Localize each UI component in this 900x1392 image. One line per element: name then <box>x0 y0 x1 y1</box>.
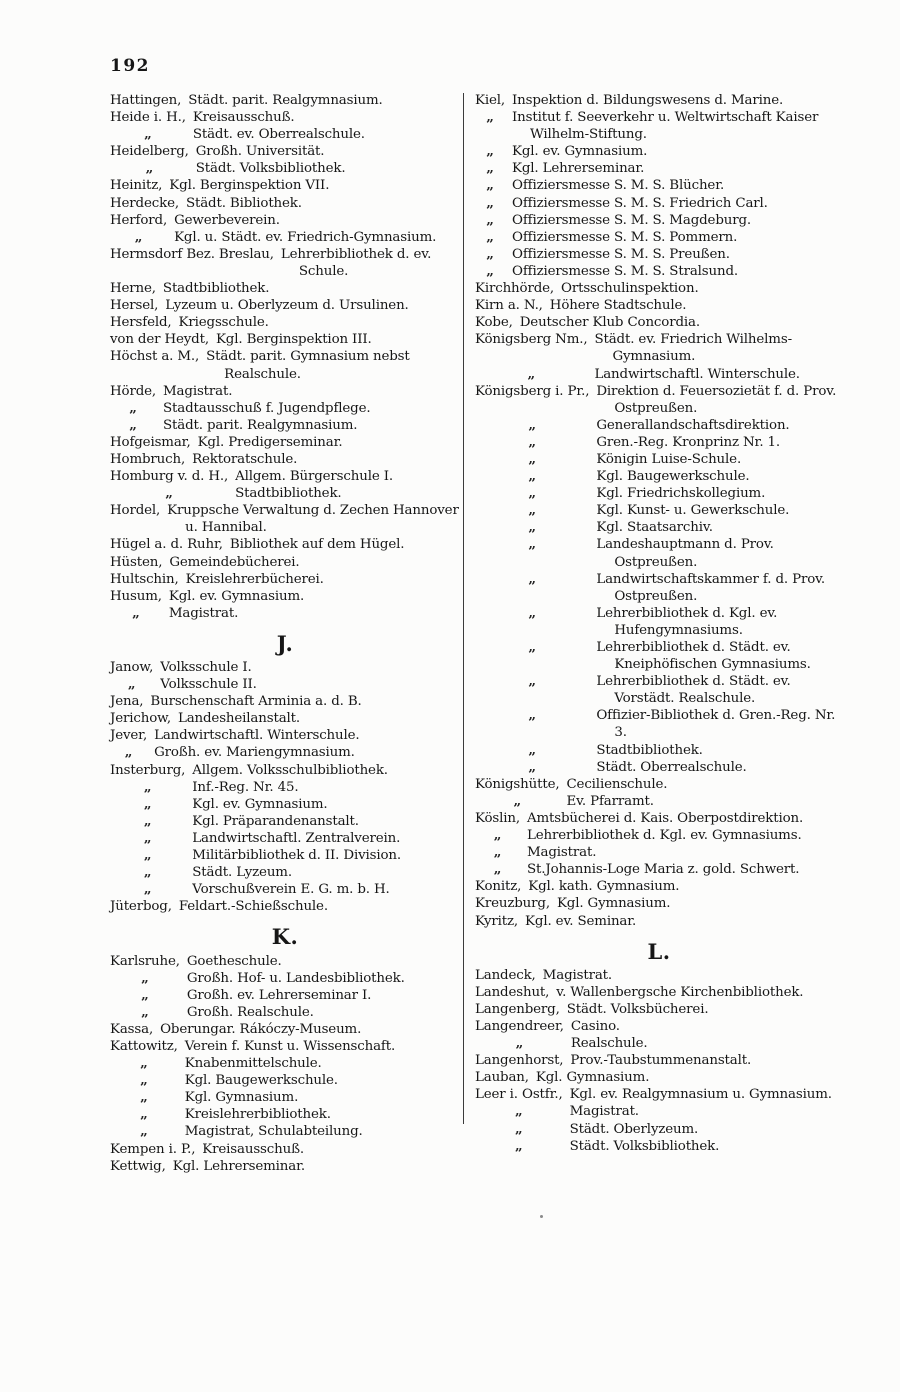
city-name: Hattingen, <box>110 93 182 108</box>
institution-entry: Kgl. Gymnasium. <box>556 896 671 912</box>
directory-group <box>110 246 460 280</box>
ditto-mark: „ <box>143 812 152 829</box>
ditto-mark: „ <box>486 262 494 279</box>
directory-group <box>475 1018 843 1052</box>
city-name: Königshütte, <box>475 776 560 792</box>
institution-entry: Casino. <box>570 1018 620 1034</box>
institution-entry: Kgl. kath. Gymnasium. <box>528 879 680 895</box>
directory-group <box>475 895 843 912</box>
city-name: Kyritz, <box>475 913 519 929</box>
ditto-mark: „ <box>515 1137 523 1154</box>
directory-group <box>110 571 460 588</box>
ditto-mark: „ <box>486 228 494 245</box>
institution-entry: Offiziersmesse S. M. S. Preußen. <box>512 246 730 262</box>
institution-entry: Kgl. ev. Gymnasium. <box>192 796 328 812</box>
city-name: Insterburg, <box>110 762 186 778</box>
city-name: Kiel, <box>475 93 506 108</box>
institution-entry: Prov.-Taubstummenanstalt. <box>570 1053 752 1069</box>
ditto-mark: „ <box>127 676 136 693</box>
city-name: Herdecke, <box>110 195 179 211</box>
institution-entry: Stadtbibliothek. <box>162 281 270 297</box>
city-name: Hultschin, <box>110 571 179 587</box>
directory-group <box>110 314 460 331</box>
city-name: Kobe, <box>475 315 513 331</box>
directory-group <box>110 536 460 553</box>
city-name: Jena, <box>110 694 144 710</box>
institution-entry: Kgl. Baugewerkschule. <box>184 1073 338 1089</box>
institution-entry: Großh. Hof- u. Landesbibliothek. <box>186 970 405 986</box>
directory-group <box>110 1021 460 1038</box>
institution-entry: Lehrerbibliothek d. Kgl. ev. Hufengymnasiums. <box>596 605 778 638</box>
directory-group <box>110 195 460 212</box>
ditto-mark: „ <box>486 160 494 177</box>
ditto-mark: „ <box>493 861 502 878</box>
institution-entry: Offiziersmesse S. M. S. Friedrich Carl. <box>512 195 768 211</box>
directory-group <box>110 434 460 451</box>
city-name: Kirchhörde, <box>475 281 555 297</box>
ditto-mark: „ <box>141 986 149 1003</box>
institution-entry: Großh. Universität. <box>195 144 325 160</box>
institution-entry: Kgl. Predigerseminar. <box>197 434 343 450</box>
institution-entry: Höhere Stadtschule. <box>549 298 687 314</box>
ditto-mark: „ <box>528 707 536 724</box>
ditto-mark: „ <box>129 399 137 416</box>
institution-entry: Kgl. u. Städt. ev. Friedrich-Gymnasium. <box>174 229 437 245</box>
institution-entry: Inspektion d. Bildungswesens d. Marine. <box>512 93 784 108</box>
institution-entry: Landeshauptmann d. Prov. Ostpreußen. <box>596 537 774 570</box>
city-name: Hordel, <box>110 503 161 519</box>
directory-group <box>110 212 460 246</box>
institution-entry: Lehrerbibliothek d. ev. Schule. <box>280 246 432 279</box>
institution-entry: Allgem. Bürgerschule I. <box>235 469 393 485</box>
city-name: Hüsten, <box>110 554 163 570</box>
institution-entry: Magistrat. <box>163 383 233 399</box>
institution-entry: Kgl. Staatsarchiv. <box>596 520 713 536</box>
institution-entry: St.Johannis-Loge Maria z. gold. Schwert. <box>526 862 800 878</box>
city-name: Landeck, <box>475 967 536 983</box>
city-name: Leer i. Ostfr., <box>475 1087 563 1103</box>
city-name: Hörde, <box>110 383 156 399</box>
city-name: Heidelberg, <box>110 144 189 160</box>
ditto-mark: „ <box>140 1072 148 1089</box>
institution-entry: Kgl. ev. Gymnasium. <box>512 144 648 160</box>
institution-entry: Kgl. Gymnasium. <box>184 1090 299 1106</box>
ditto-mark: „ <box>140 1055 148 1072</box>
ditto-mark: „ <box>528 519 536 536</box>
directory-group <box>475 280 843 297</box>
institution-entry: Städt. ev. Oberrealschule. <box>192 127 365 143</box>
ditto-mark: „ <box>528 536 536 553</box>
directory-group <box>110 727 460 761</box>
directory-group <box>110 1038 460 1141</box>
city-name: Kettwig, <box>110 1158 166 1174</box>
institution-entry: Kgl. Baugewerkschule. <box>596 469 750 485</box>
institution-entry: Magistrat. <box>526 845 597 861</box>
ditto-mark: „ <box>493 827 502 844</box>
ditto-mark: „ <box>141 1003 149 1020</box>
institution-entry: Volksschule I. <box>160 660 252 675</box>
institution-entry: Oberungar. Rákóczy-Museum. <box>160 1021 362 1037</box>
directory-group <box>110 693 460 710</box>
institution-entry: Magistrat. <box>569 1104 639 1120</box>
directory-group <box>110 762 460 899</box>
directory-group <box>475 92 843 280</box>
directory-group <box>475 984 843 1001</box>
ditto-mark: „ <box>140 1089 148 1106</box>
city-name: Heinitz, <box>110 178 163 194</box>
directory-group <box>475 878 843 895</box>
directory-group <box>110 331 460 348</box>
city-name: Jüterbog, <box>110 899 172 915</box>
institution-entry: Stadtbibliothek. <box>596 742 703 758</box>
city-name: Langenberg, <box>475 1001 560 1017</box>
directory-group <box>110 588 460 622</box>
institution-entry: Lehrerbibliothek d. Städt. ev. Vorstädt. Realschule. <box>596 674 791 707</box>
institution-entry: Großh. Realschule. <box>186 1004 314 1020</box>
institution-entry: Volksschule II. <box>160 677 257 693</box>
institution-entry: Knabenmittelschule. <box>184 1056 322 1072</box>
institution-entry: Kgl. Lehrerseminar. <box>172 1158 305 1174</box>
directory-group <box>475 967 843 984</box>
institution-entry: Lehrerbibliothek d. Kgl. ev. Gymnasiums. <box>526 828 802 844</box>
directory-group <box>110 280 460 297</box>
institution-entry: Kgl. Berginspektion VII. <box>169 178 330 194</box>
city-name: Kassa, <box>110 1021 154 1037</box>
institution-entry: Kgl. ev. Realgymnasium u. Gymnasium. <box>569 1087 832 1103</box>
directory-group <box>110 297 460 314</box>
institution-entry: Feldart.-Schießschule. <box>178 899 328 915</box>
city-name: Herne, <box>110 281 156 297</box>
institution-entry: Rektoratschule. <box>192 451 298 467</box>
ditto-mark: „ <box>528 433 536 450</box>
directory-group <box>110 659 460 693</box>
institution-entry: Städt. ev. Friedrich Wilhelms-Gymnasium. <box>594 332 792 365</box>
institution-entry: Direktion d. Feuersozietät f. d. Prov. Ostpreußen. <box>596 383 837 416</box>
institution-entry: Magistrat. <box>168 605 239 621</box>
institution-entry: Königin Luise-Schule. <box>596 451 742 467</box>
ditto-mark: „ <box>134 228 143 245</box>
city-name: Hügel a. d. Ruhr, <box>110 537 223 553</box>
ditto-mark: „ <box>132 604 140 621</box>
institution-entry: Gewerbeverein. <box>174 212 280 228</box>
institution-entry: Allgem. Volksschulbibliothek. <box>192 762 388 778</box>
institution-entry: Landwirtschaftl. Winterschule. <box>154 728 360 744</box>
ditto-mark: „ <box>165 485 173 502</box>
ditto-mark: „ <box>486 143 494 160</box>
institution-entry: Städt. Lyzeum. <box>192 865 292 881</box>
city-name: Janow, <box>110 660 154 675</box>
ditto-mark: „ <box>140 1106 148 1123</box>
city-name: Jerichow, <box>110 711 171 727</box>
ditto-mark: „ <box>145 160 154 177</box>
ditto-mark: „ <box>528 570 536 587</box>
institution-entry: Großh. ev. Lehrerseminar I. <box>186 987 372 1003</box>
institution-entry: Kreislehrerbücherei. <box>185 571 324 587</box>
institution-entry: Kriegsschule. <box>178 315 269 331</box>
city-name: Landeshut, <box>475 984 550 1000</box>
ditto-mark: „ <box>528 450 536 467</box>
institution-entry: Institut f. Seeverkehr u. Weltwirtschaft Kaiser Wilhelm-Stiftung. <box>512 110 819 143</box>
directory-group <box>110 143 460 177</box>
institution-entry: Städt. Volksbibliothek. <box>569 1138 720 1154</box>
directory-group <box>110 1141 460 1158</box>
city-name: Hersel, <box>110 298 159 314</box>
directory-group <box>110 383 460 434</box>
directory-group <box>475 331 843 382</box>
ditto-mark: „ <box>486 177 494 194</box>
institution-entry: Kgl. Kunst- u. Gewerkschule. <box>596 503 790 519</box>
ditto-mark: „ <box>129 416 137 433</box>
city-name: Husum, <box>110 588 162 604</box>
institution-entry: Städt. Volksbibliothek. <box>195 161 346 177</box>
city-name: Konitz, <box>475 879 522 895</box>
institution-entry: Amtsbücherei d. Kais. Oberpostdirektion. <box>526 810 804 826</box>
ditto-mark: „ <box>513 792 521 809</box>
institution-entry: Magistrat, Schulabteilung. <box>184 1124 363 1140</box>
section-heading: J. <box>276 630 294 656</box>
institution-entry: Städt. Oberlyzeum. <box>569 1121 699 1137</box>
institution-entry: Gemeindebücherei. <box>169 554 300 570</box>
ditto-mark: „ <box>528 604 536 621</box>
institution-entry: Kgl. Gymnasium. <box>535 1070 650 1086</box>
city-name: Königsberg Nm., <box>475 332 588 348</box>
institution-entry: Cecilienschule. <box>566 776 668 792</box>
city-name: Heide i. H., <box>110 110 186 126</box>
scan-artifact-dot <box>540 1215 543 1218</box>
directory-group <box>110 177 460 194</box>
city-name: Kattowitz, <box>110 1038 178 1054</box>
ditto-mark: „ <box>144 126 152 143</box>
institution-entry: Lyzeum u. Oberlyzeum d. Ursulinen. <box>165 298 409 314</box>
ditto-mark: „ <box>486 211 494 228</box>
institution-entry: Kreislehrerbibliothek. <box>184 1107 331 1123</box>
column-divider-rule <box>463 93 464 1124</box>
institution-entry: Städt. Volksbücherei. <box>566 1001 709 1017</box>
institution-entry: Kgl. Friedrichskollegium. <box>596 486 766 502</box>
ditto-mark: „ <box>143 847 152 864</box>
directory-group <box>110 502 460 536</box>
city-name: Lauban, <box>475 1070 529 1086</box>
left-column <box>110 92 460 1175</box>
city-name: Kempen i. P., <box>110 1141 196 1157</box>
city-name: Kreuzburg, <box>475 896 550 912</box>
directory-group <box>110 953 460 1021</box>
ditto-mark: „ <box>486 194 494 211</box>
institution-entry: Goetheschule. <box>186 953 282 969</box>
city-name: Höchst a. M., <box>110 349 200 365</box>
city-name: Kirn a. N., <box>475 298 543 314</box>
institution-entry: Kgl. ev. Seminar. <box>525 913 637 929</box>
city-name: Jever, <box>110 728 148 744</box>
institution-entry: Kreisausschuß. <box>202 1141 304 1157</box>
ditto-mark: „ <box>528 485 536 502</box>
institution-entry: Offizier-Bibliothek d. Gren.-Reg. Nr. 3. <box>596 708 836 741</box>
institution-entry: Städt. parit. Gymnasium nebst Realschule. <box>206 349 410 382</box>
directory-group <box>475 776 843 810</box>
directory-group <box>110 92 460 109</box>
directory-group <box>475 1001 843 1018</box>
ditto-mark: „ <box>143 881 152 898</box>
directory-group <box>475 913 843 930</box>
city-name: Hermsdorf Bez. Breslau, <box>110 246 274 262</box>
institution-entry: Kgl. Präparandenanstalt. <box>192 813 359 829</box>
city-name: Hombruch, <box>110 451 186 467</box>
ditto-mark: „ <box>143 778 152 795</box>
directory-group <box>110 109 460 143</box>
institution-entry: Stadtausschuß f. Jugendpflege. <box>163 400 371 416</box>
institution-entry: Offiziersmesse S. M. S. Blücher. <box>512 178 725 194</box>
city-name: Hofgeismar, <box>110 434 191 450</box>
directory-group <box>110 348 460 382</box>
institution-entry: Kreisausschuß. <box>192 110 295 126</box>
institution-entry: Inf.-Reg. Nr. 45. <box>192 779 299 795</box>
directory-group <box>475 1052 843 1069</box>
directory-group <box>110 468 460 502</box>
directory-group <box>475 314 843 331</box>
institution-entry: Militärbibliothek d. II. Division. <box>192 848 402 864</box>
directory-group <box>110 898 460 915</box>
institution-entry: Landwirtschaftl. Zentralverein. <box>192 830 401 846</box>
institution-entry: Gren.-Reg. Kronprinz Nr. 1. <box>596 434 781 450</box>
city-name: Langendreer, <box>475 1018 564 1034</box>
directory-group <box>475 810 843 878</box>
ditto-mark: „ <box>528 758 536 775</box>
ditto-mark: „ <box>528 502 536 519</box>
directory-group <box>475 1069 843 1086</box>
ditto-mark: „ <box>124 744 133 761</box>
directory-group <box>110 451 460 468</box>
ditto-mark: „ <box>486 109 494 126</box>
city-name: von der Heydt, <box>110 332 209 348</box>
city-name: Langenhorst, <box>475 1053 564 1069</box>
institution-entry: Bibliothek auf dem Hügel. <box>229 537 405 553</box>
directory-group <box>110 1158 460 1175</box>
ditto-mark: „ <box>528 468 536 485</box>
ditto-mark: „ <box>528 639 536 655</box>
institution-entry: Kruppsche Verwaltung d. Zechen Hannover u. Hannibal. <box>167 503 459 536</box>
directory-group <box>110 710 460 727</box>
institution-entry: v. Wallenbergsche Kirchenbibliothek. <box>556 984 804 1000</box>
institution-entry: Verein f. Kunst u. Wissenschaft. <box>184 1038 396 1054</box>
institution-entry: Realschule. <box>570 1036 648 1052</box>
ditto-mark: „ <box>143 829 152 846</box>
ditto-mark: „ <box>140 1123 148 1140</box>
directory-group <box>475 1086 843 1154</box>
institution-entry: Offiziersmesse S. M. S. Magdeburg. <box>512 212 752 228</box>
city-name: Königsberg i. Pr., <box>475 383 590 399</box>
city-name: Köslin, <box>475 810 520 826</box>
ditto-mark: „ <box>528 416 536 433</box>
institution-entry: Städt. Oberrealschule. <box>596 759 747 775</box>
institution-entry: Städt. parit. Realgymnasium. <box>188 93 383 108</box>
institution-entry: Städt. parit. Realgymnasium. <box>163 417 358 433</box>
institution-entry: Burschenschaft Arminia a. d. B. <box>150 694 362 710</box>
ditto-mark: „ <box>515 1120 523 1137</box>
directory-group <box>475 297 843 314</box>
institution-entry: Ortsschulinspektion. <box>561 281 699 297</box>
section-heading: K. <box>271 924 299 950</box>
institution-entry: Offiziersmesse S. M. S. Stralsund. <box>512 263 738 279</box>
city-name: Homburg v. d. H., <box>110 469 229 485</box>
right-column <box>475 92 843 1155</box>
institution-entry: Kgl. ev. Gymnasium. <box>168 588 305 604</box>
institution-entry: Städt. Bibliothek. <box>185 195 302 211</box>
page-number: 192 <box>110 56 150 76</box>
institution-entry: Lehrerbibliothek d. Städt. ev. Kneiphöfischen Gymnasiums. <box>596 640 811 673</box>
ditto-mark: „ <box>141 969 149 986</box>
institution-entry: Großh. ev. Mariengymnasium. <box>154 745 355 761</box>
institution-entry: Landwirtschaftskammer f. d. Prov. Ostpreußen. <box>596 571 826 604</box>
ditto-mark: „ <box>493 844 502 861</box>
directory-group <box>475 383 843 776</box>
city-name: Karlsruhe, <box>110 953 180 969</box>
ditto-mark: „ <box>515 1103 523 1120</box>
institution-entry: Kgl. Berginspektion III. <box>215 332 372 348</box>
section-heading: L. <box>647 938 671 964</box>
ditto-mark: „ <box>143 864 152 881</box>
institution-entry: Magistrat. <box>542 967 612 983</box>
ditto-mark: „ <box>486 245 494 262</box>
institution-entry: Landwirtschaftl. Winterschule. <box>594 366 800 382</box>
institution-entry: Vorschußverein E. G. m. b. H. <box>192 882 390 898</box>
ditto-mark: „ <box>527 365 536 382</box>
ditto-mark: „ <box>528 741 536 758</box>
institution-entry: Landesheilanstalt. <box>177 711 300 727</box>
ditto-mark: „ <box>515 1035 524 1052</box>
institution-entry: Generallandschaftsdirektion. <box>596 417 790 433</box>
city-name: Hersfeld, <box>110 315 172 331</box>
institution-entry: Deutscher Klub Concordia. <box>519 315 700 331</box>
city-name: Herford, <box>110 212 168 228</box>
ditto-mark: „ <box>143 795 152 812</box>
institution-entry: Stadtbibliothek. <box>235 486 342 502</box>
institution-entry: Kgl. Lehrerseminar. <box>512 161 645 177</box>
institution-entry: Offiziersmesse S. M. S. Pommern. <box>512 229 738 245</box>
ditto-mark: „ <box>528 673 536 690</box>
directory-group <box>110 554 460 571</box>
institution-entry: Ev. Pfarramt. <box>566 793 654 809</box>
